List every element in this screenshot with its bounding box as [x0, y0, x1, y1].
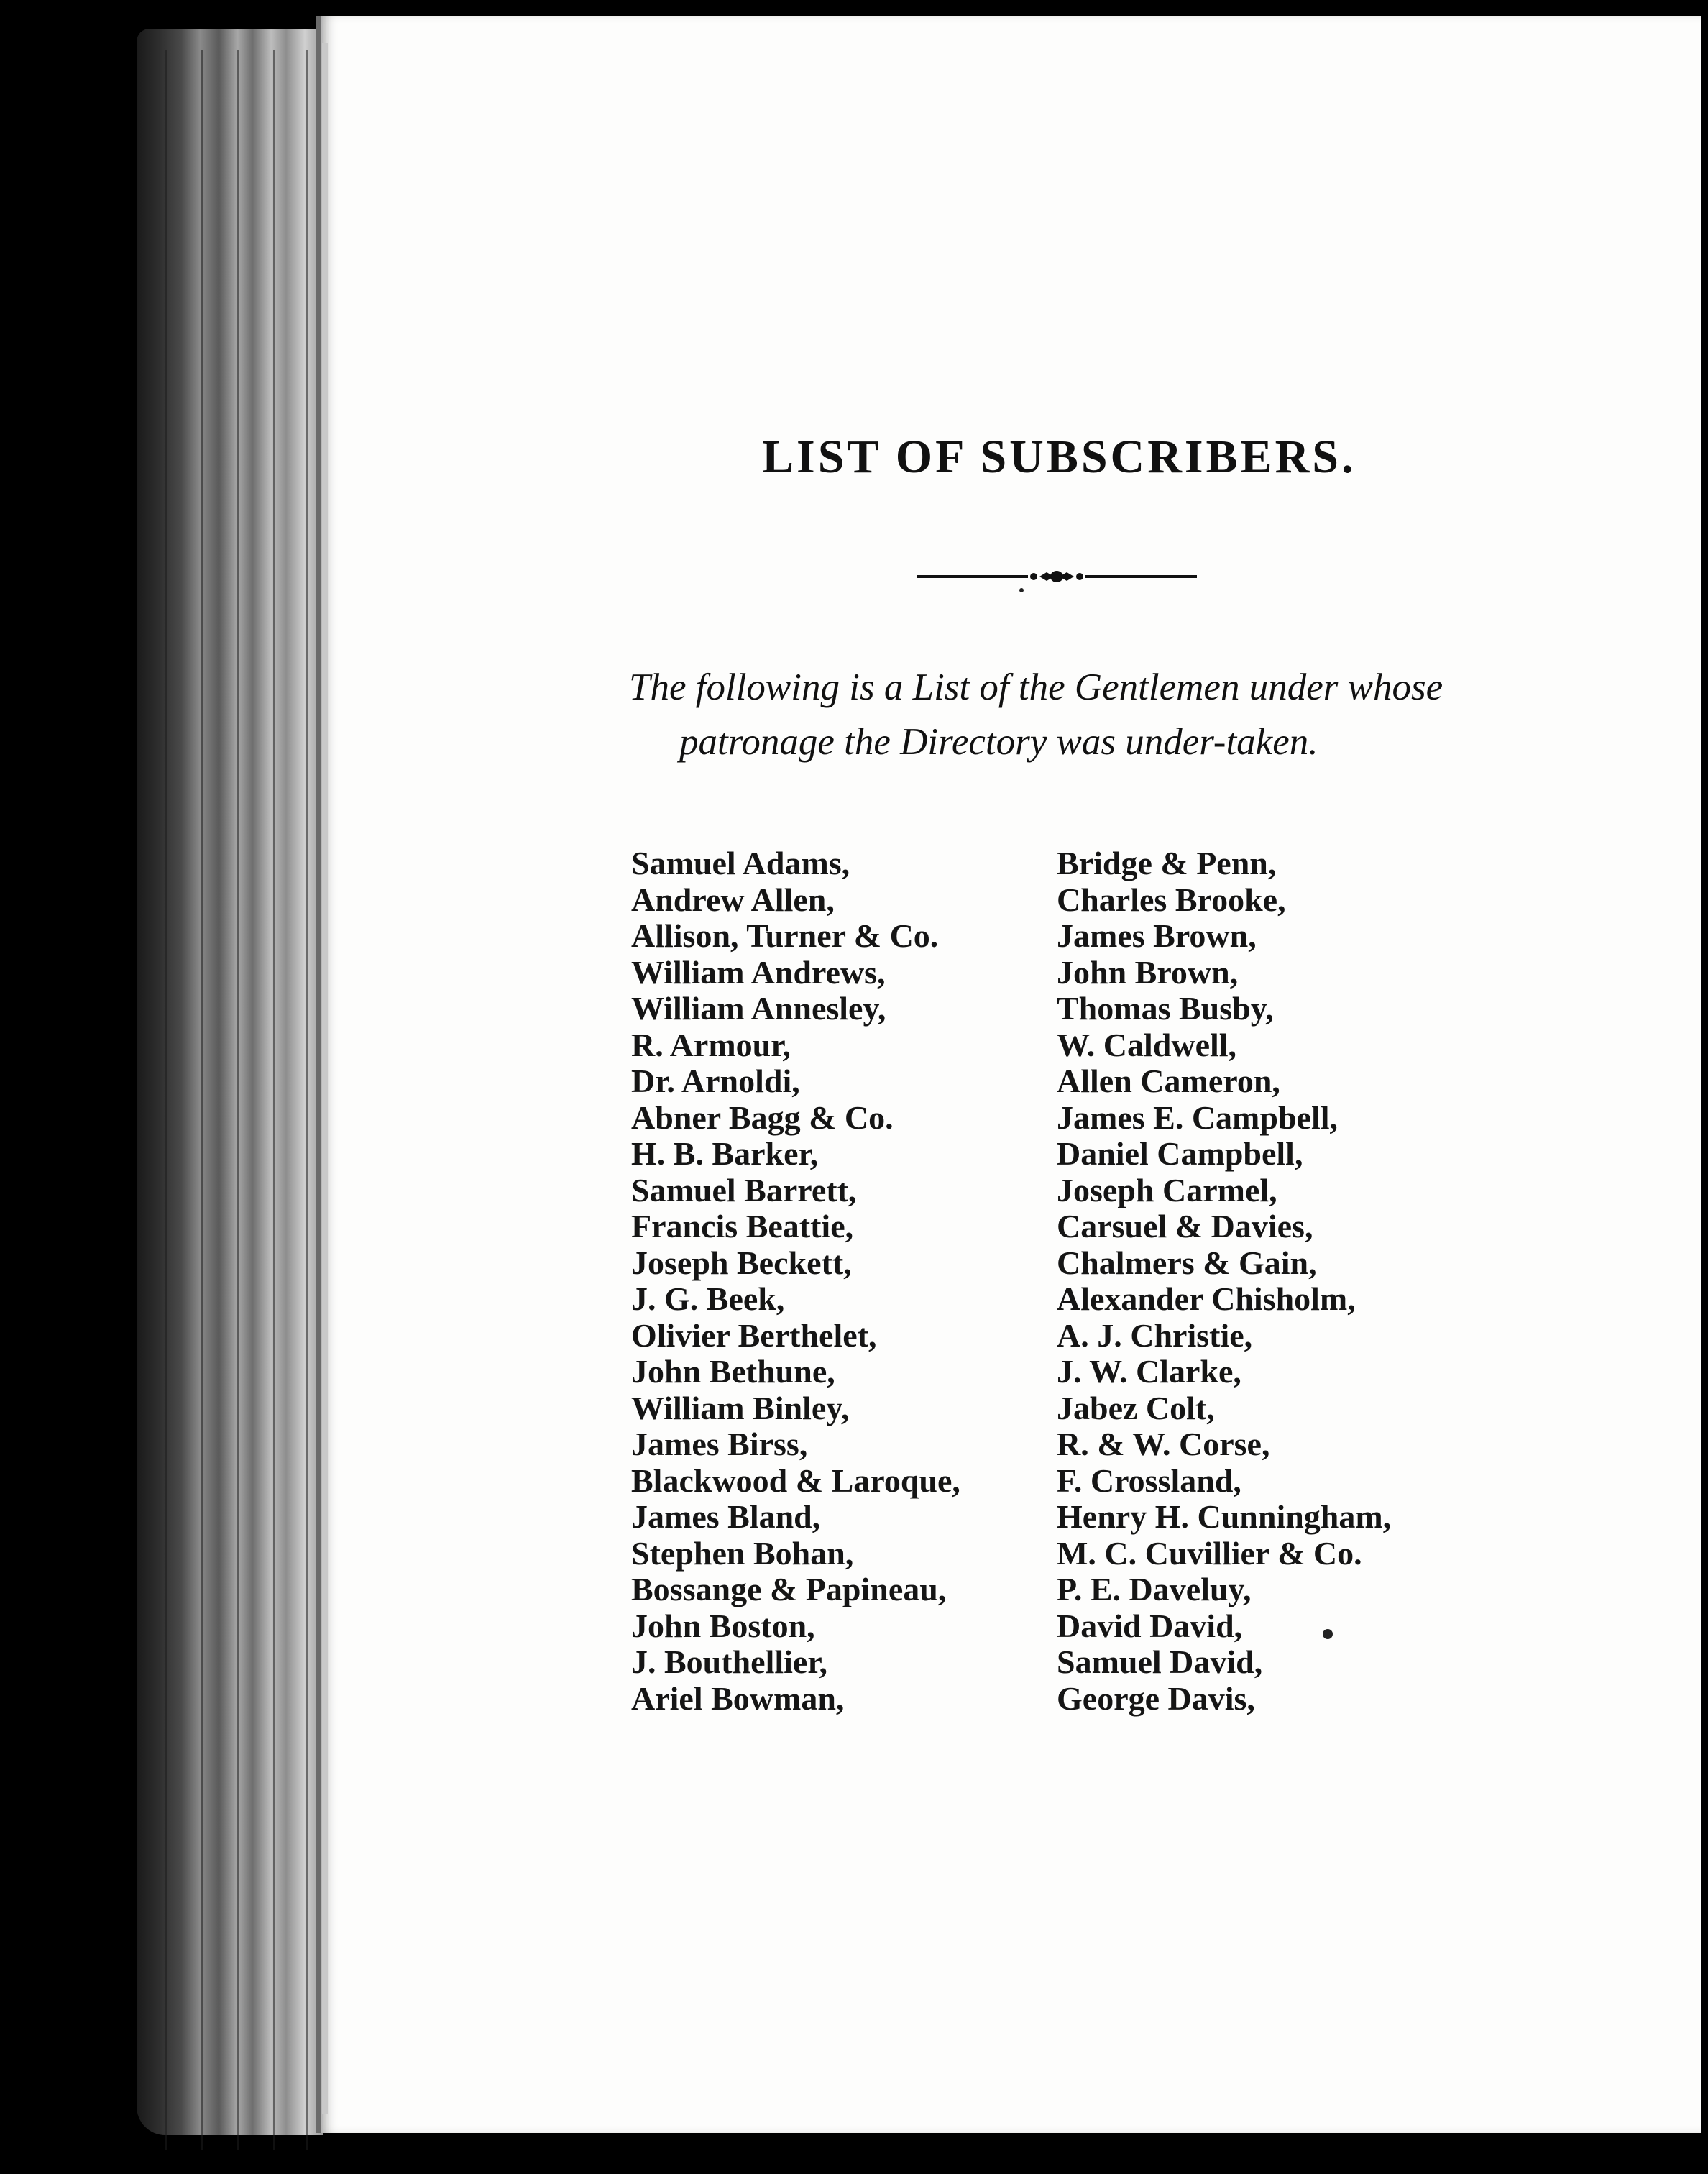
subscriber-name: Bossange & Papineau,	[631, 1571, 947, 1607]
subscriber-name: James Brown,	[1057, 917, 1257, 954]
subscriber-name: Charles Brooke,	[1057, 881, 1286, 918]
subscriber-name: Stephen Bohan,	[631, 1534, 854, 1572]
subscriber-list-right	[1057, 845, 1391, 1717]
subscriber-name: Dr. Arnoldi,	[631, 1063, 800, 1099]
subscriber-name: Allen Cameron,	[1057, 1063, 1280, 1099]
subscriber-name: Henry H. Cunningham,	[1057, 1498, 1392, 1535]
subscriber-name: P. E. Daveluy,	[1057, 1571, 1252, 1607]
subscriber-name: William Andrews,	[631, 953, 886, 991]
subscriber-name: Carsuel & Davies,	[1057, 1208, 1313, 1244]
subscriber-name: R. & W. Corse,	[1057, 1426, 1270, 1462]
subscriber-name: William Annesley,	[631, 990, 886, 1027]
subscriber-name: H. B. Barker,	[631, 1135, 819, 1172]
subscriber-name: William Binley,	[631, 1389, 850, 1426]
subscriber-name: M. C. Cuvillier & Co.	[1057, 1534, 1362, 1572]
page-edge-line	[201, 50, 203, 2150]
subscriber-name: John Boston,	[631, 1607, 815, 1644]
subscriber-name: A. J. Christie,	[1057, 1316, 1253, 1354]
subscriber-name: Samuel Adams,	[631, 845, 850, 881]
page-edge-line	[237, 50, 239, 2150]
subscriber-name: Chalmers & Gain,	[1057, 1244, 1317, 1281]
page-edge-line	[306, 50, 308, 2150]
subscriber-name: John Brown,	[1057, 953, 1239, 991]
page-edge-line	[165, 50, 167, 2150]
ornament-divider-icon	[913, 564, 1200, 590]
subscriber-name: James Birss,	[631, 1426, 808, 1462]
subscriber-name: James E. Campbell,	[1057, 1099, 1338, 1136]
subscriber-name: George Davis,	[1057, 1679, 1255, 1717]
subscriber-name: Francis Beattie,	[631, 1208, 854, 1244]
subscriber-name: David David,	[1057, 1607, 1243, 1644]
subscriber-name: Joseph Carmel,	[1057, 1171, 1277, 1208]
subscriber-name: Samuel David,	[1057, 1643, 1263, 1680]
subscriber-name: J. W. Clarke,	[1057, 1353, 1241, 1390]
ink-speck	[1019, 588, 1024, 592]
subscriber-name: Jabez Colt,	[1057, 1389, 1215, 1426]
subscriber-name: Alexander Chisholm,	[1057, 1280, 1356, 1317]
subscriber-name: James Bland,	[631, 1498, 821, 1535]
subscriber-name: R. Armour,	[631, 1026, 791, 1063]
subscriber-name: Blackwood & Laroque,	[631, 1462, 960, 1499]
subscriber-name: J. G. Beek,	[631, 1280, 785, 1317]
subscriber-name: Andrew Allen,	[631, 881, 835, 918]
book-binding-edge	[137, 29, 323, 2135]
subscriber-name: J. Bouthellier,	[631, 1643, 828, 1680]
subscriber-name: Bridge & Penn,	[1057, 845, 1277, 881]
subscriber-name: Ariel Bowman,	[631, 1679, 845, 1717]
subscriber-name: Thomas Busby,	[1057, 990, 1274, 1027]
subscriber-list-left	[631, 845, 960, 1717]
ink-speck	[1323, 1629, 1333, 1639]
subscriber-name: Samuel Barrett,	[631, 1171, 857, 1208]
page-edge-line	[273, 50, 275, 2150]
book-page	[316, 16, 1701, 2133]
subscriber-name: Joseph Beckett,	[631, 1244, 852, 1281]
page-fold-shadow	[322, 43, 328, 2114]
subscriber-name: Olivier Berthelet,	[631, 1316, 877, 1354]
page-title: LIST OF SUBSCRIBERS.	[762, 431, 1356, 483]
intro-paragraph: The following is a List of the Gentlemen under whose patronage the Directory was under-taken.	[629, 666, 1443, 763]
subscriber-name: Abner Bagg & Co.	[631, 1099, 894, 1136]
subscriber-name: W. Caldwell,	[1057, 1026, 1237, 1063]
subscriber-name: F. Crossland,	[1057, 1462, 1241, 1499]
subscriber-name: Daniel Campbell,	[1057, 1135, 1303, 1172]
subscriber-name: John Bethune,	[631, 1353, 835, 1390]
subscriber-name: Allison, Turner & Co.	[631, 917, 939, 954]
